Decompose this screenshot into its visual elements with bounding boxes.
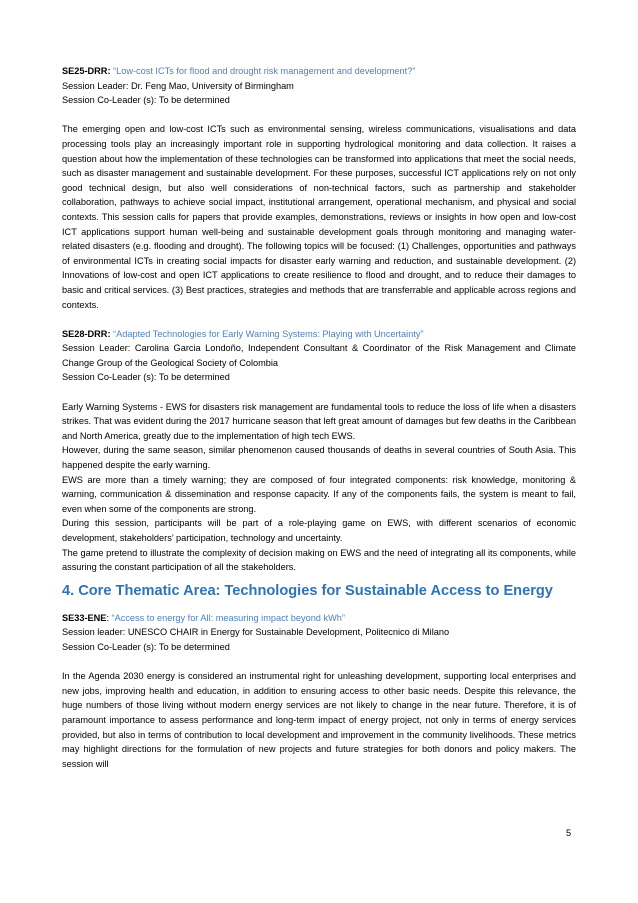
- session-paragraph: EWS are more than a timely warning; they are composed of four integrated components: risk knowledge, monitoring & warning, communication & dissemination and response capacity. If any of the components fails, the system is meant to fail, even when some of the components are strong.: [62, 474, 576, 514]
- document-page: [62, 64, 576, 771]
- session-code-colon: :: [106, 612, 109, 623]
- session-title-se33: [62, 611, 576, 626]
- session-title-se28: [62, 327, 576, 342]
- session-co-leader: Session Co-Leader (s): To be determined: [62, 641, 230, 652]
- session-leader: Session Leader: Dr. Feng Mao, University of Birmingham: [62, 80, 294, 91]
- session-code: SE28-DRR:: [62, 328, 111, 339]
- session-leader: Session leader: UNESCO CHAIR in Energy for Sustainable Development, Politecnico di Milano: [62, 627, 450, 638]
- session-paragraph: During this session, participants will be part of a role-playing game on EWS, with different scenarios of economic development, stakeholders’ participation, technology and uncertainty.: [62, 518, 576, 543]
- session-title-text: “Low-cost ICTs for flood and drought risk management and development?”: [110, 66, 416, 76]
- session-code: SE25-DRR:: [62, 66, 111, 76]
- session-description: In the Agenda 2030 energy is considered an instrumental right for unleashing development, supporting local enterprises and new jobs, improving health and education, in addition to ensuring access to other basic needs. Despite this relevance, the huge numbers of those living without modern energy services are not likely to change in the near future. Therefore, it is of paramount importance to assess performance and long-term impact of energy project, not only in terms of energy services provided, but also in terms of contribution to local development and improvement in the community livelihoods. These metrics may highlight directions for the formulation of new projects and future strategies for both donors and policy makers. The session will: [62, 671, 576, 769]
- session-description: The emerging open and low-cost ICTs such as environmental sensing, wireless communications, visualisations and data processing tools play an increasingly important role in supporting hydrological monitoring and data collection. It raises a question about how the implementation of these technologies can be transformed into applications that meet the social needs, such as disaster management and sustainable development. For these purposes, successful ICT applications rely on not only good technical design, but also well considerations of non-technical factors, such as partnership and stakeholder collaboration, pathways to achieve social impact, institutional arrangement, operational mechanism, and physical and social contexts. This session calls for papers that provide examples, demonstrations, reviews or insights in how open and low-cost ICT applications support human well-being and sustainable development goals through monitoring and managing water-related disasters (e.g. flooding and drought). The following topics will be focused: (1) Challenges, opportunities and pathways of environmental ICTs in creating social impacts for disaster early warning and reduction, and sustainable development. (2) Innovations of low-cost and open ICT applications to create resilience to flood and drought, and to reduce their damages to basic and critical services. (3) Best practices, strategies and methods that are transferrable and applicable across regions and contexts.: [62, 124, 576, 310]
- session-co-leader: Session Co-Leader (s): To be determined: [62, 372, 230, 383]
- core-area-heading: 4. Core Thematic Area: Technologies for Sustainable Access to Energy: [62, 582, 553, 599]
- session-co-leader: Session Co-Leader (s): To be determined: [62, 95, 230, 106]
- session-title-text: “Access to energy for All: measuring impact beyond kWh”: [109, 612, 345, 623]
- page-number: 5: [566, 828, 572, 838]
- session-title-text: “Adapted Technologies for Early Warning Systems: Playing with Uncertainty”: [110, 328, 424, 339]
- session-paragraph: Early Warning Systems - EWS for disasters risk management are fundamental tools to reduce the loss of life when a disasters strikes. That was evident during the 2017 hurricane season that left great amount of damages but few deaths in the Caribbean and North America, greatly due to the implementation of high tech EWS.: [62, 401, 576, 441]
- session-paragraph: However, during the same season, similar phenomenon caused thousands of deaths in several countries of South Asia. This happened despite the early warning.: [62, 445, 576, 471]
- session-paragraph: The game pretend to illustrate the complexity of decision making on EWS and the need of integrating all its components, while assuring the constant participation of all the stakeholders.: [62, 547, 576, 573]
- session-leader: Session Leader: Carolina Garcia Londoño, Independent Consultant & Coordinator of the Risk Management and Climate Change Group of the Geological Society of Colombia: [62, 343, 576, 368]
- session-title-se25: [62, 64, 576, 79]
- session-code: SE33-ENE: [62, 612, 107, 623]
